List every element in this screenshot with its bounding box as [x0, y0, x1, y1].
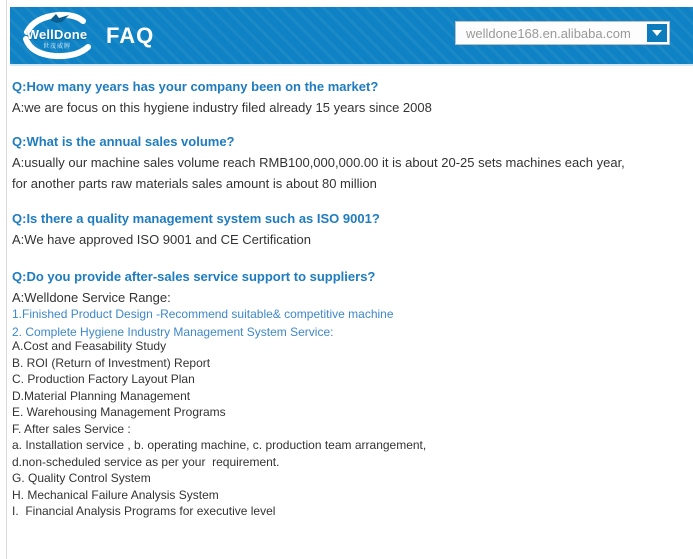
faq-item-sales-volume	[12, 131, 685, 194]
service-category-list	[12, 305, 685, 341]
list-item: d.non-scheduled service as per your requirement.	[12, 454, 280, 469]
welldone-logo	[20, 11, 94, 60]
faq-question: Q:How many years has your company been on the market?	[12, 79, 379, 94]
list-item: E. Warehousing Management Programs	[12, 405, 226, 419]
faq-answer: A:usually our machine sales volume reach RMB100,000,000.00 it is about 20-25 sets machines each year,	[12, 155, 625, 170]
list-item: A.Cost and Feasability Study	[12, 339, 167, 353]
list-item: B. ROI (Return of Investment) Report	[12, 355, 211, 370]
faq-answer: A:we are focus on this hygiene industry filed already 15 years since 2008	[12, 100, 432, 115]
domain-dropdown[interactable]	[455, 21, 670, 45]
service-detail-list	[12, 338, 685, 520]
list-item: H. Mechanical Failure Analysis System	[12, 487, 219, 502]
faq-question: Q:Is there a quality management system such as ISO 9001?	[12, 211, 380, 226]
list-item: a. Installation service , b. operating machine, c. production team arrangement,	[12, 438, 427, 452]
faq-question: Q:Do you provide after-sales service support to suppliers?	[12, 269, 376, 284]
list-item: C. Production Factory Layout Plan	[12, 372, 195, 386]
faq-answer: for another parts raw materials sales amount is about 80 million	[12, 176, 377, 191]
chevron-down-icon[interactable]	[647, 24, 667, 42]
faq-question: Q:What is the annual sales volume?	[12, 134, 235, 149]
list-item: F. After sales Service :	[12, 421, 131, 436]
page-title: FAQ	[106, 23, 155, 48]
logo-brand-text: WellDone	[26, 27, 88, 42]
faq-item-after-sales-service	[12, 266, 685, 308]
faq-answer: A:We have approved ISO 9001 and CE Certification	[12, 232, 311, 247]
list-item: I. Financial Analysis Programs for executive level	[12, 504, 276, 518]
logo-chinese-text: 世茂威牌	[42, 44, 71, 50]
list-item: D.Material Planning Management	[12, 388, 191, 403]
page-left-border	[6, 0, 7, 559]
service-category: 2. Complete Hygiene Industry Management System Service:	[12, 325, 334, 339]
faq-item-quality-system	[12, 208, 685, 250]
list-item: G. Quality Control System	[12, 471, 151, 485]
header-banner	[10, 7, 693, 64]
faq-item-market-years	[12, 76, 685, 118]
faq-answer: A:Welldone Service Range:	[12, 290, 171, 305]
domain-dropdown-value: welldone168.en.alibaba.com	[466, 25, 631, 41]
service-category: 1.Finished Product Design -Recommend suitable& competitive machine	[12, 307, 394, 321]
